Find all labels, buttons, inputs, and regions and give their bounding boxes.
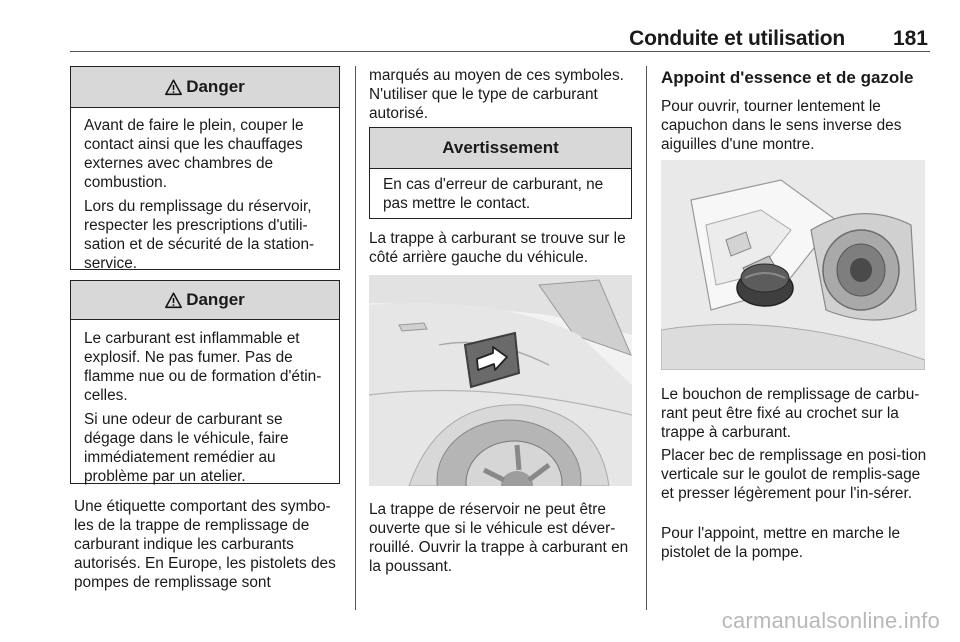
column-divider (646, 66, 647, 610)
danger-box-header (71, 281, 339, 320)
danger-box (70, 66, 340, 270)
danger-title: Danger (186, 290, 245, 309)
watermark: carmanualsonline.info (721, 608, 940, 633)
warning-triangle-icon (165, 79, 182, 96)
warning-title: Avertissement (442, 138, 559, 157)
danger-box-header (71, 67, 339, 108)
danger-paragraph: Si une odeur de carburant se dégage dans le véhicule, faire immédiatement remédier au problème par un atelier. (84, 411, 289, 485)
danger-body (71, 320, 339, 492)
page-number: 181 (892, 27, 928, 50)
danger-paragraph: Avant de faire le plein, couper le contact ainsi que les chauffages externes avec chambres de combustion. (84, 117, 304, 191)
section-title: Conduite et utilisation (629, 27, 845, 50)
fuel-door-opening-text: La trappe de réservoir ne peut être ouverte que si le véhicule est déver-rouillé. Ouvrir la trappe à carburant en la poussant. (369, 501, 629, 575)
section-heading: Appoint d'essence et de gazole (661, 68, 914, 87)
fuel-cap-hook-drawing (661, 160, 925, 370)
warning-text: En cas d'erreur de carburant, ne pas mettre le contact. (383, 176, 604, 212)
car-rear-fuel-door-drawing (369, 275, 632, 486)
intro-text: marqués au moyen de ces symboles. N'utiliser que le type de carburant autorisé. (369, 67, 624, 122)
fuel-cap-illustration (661, 160, 925, 370)
warning-box (369, 127, 632, 219)
fuel-door-illustration (369, 275, 632, 486)
warning-box-header (370, 128, 631, 169)
danger-title: Danger (186, 77, 245, 96)
danger-body (71, 108, 339, 279)
header-rule (70, 51, 930, 52)
danger-paragraph: Lors du remplissage du réservoir, respecter les prescriptions d'utili-sation et de sécurité de la station-service. (84, 198, 315, 272)
pump-text: Pour l'appoint, mettre en marche le pistolet de la pompe. (661, 525, 901, 561)
nozzle-text: Placer bec de remplissage en posi-tion verticale sur le goulot de remplis-sage et presser légèrement pour l'in-sérer. (661, 447, 927, 502)
fuel-door-location-text: La trappe à carburant se trouve sur le côté arrière gauche du véhicule. (369, 230, 626, 266)
warning-body (370, 169, 631, 219)
danger-paragraph: Le carburant est inflammable et explosif. Ne pas fumer. Pas de flamme nue ou de formation d'étin-celles. (84, 330, 322, 404)
cap-hook-text: Le bouchon de remplissage de carbu-rant peut être fixé au crochet sur la trappe à carburant. (661, 386, 920, 441)
cap-opening-text: Pour ouvrir, tourner lentement le capuchon dans le sens inverse des aiguilles d'une montre. (661, 98, 902, 153)
column-divider (355, 66, 356, 610)
danger-box (70, 280, 340, 484)
warning-triangle-icon (165, 292, 182, 309)
body-text: Une étiquette comportant des symbo-les de la trappe de remplissage de carburant indique les carburants autorisés. En Europe, les pistolets des pompes de remplissage sont (74, 498, 336, 591)
